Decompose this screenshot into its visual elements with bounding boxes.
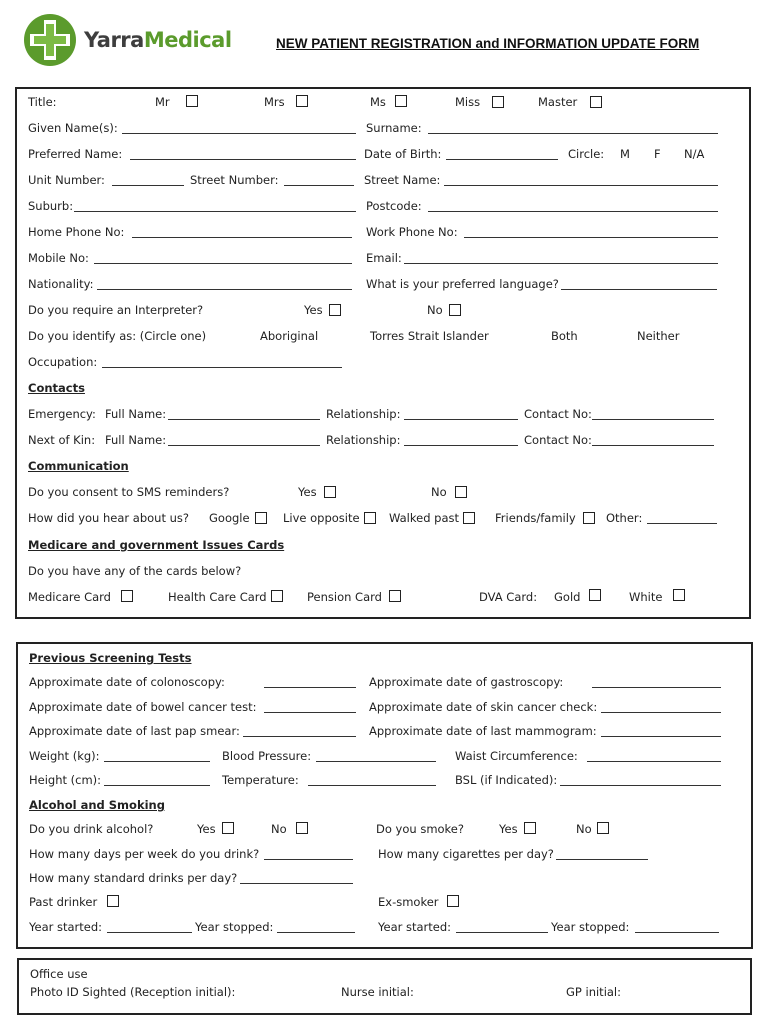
gastroscopy-field[interactable] (592, 675, 721, 688)
street-number-label: Street Number: (190, 173, 279, 187)
health-care-checkbox[interactable] (271, 590, 283, 602)
miss-checkbox[interactable] (492, 96, 504, 108)
identify-label: Do you identify as: (Circle one) (28, 329, 207, 343)
unit-number-label: Unit Number: (28, 173, 105, 187)
home-phone-label: Home Phone No: (28, 225, 125, 239)
medicare-label: Medicare Card (28, 590, 111, 604)
master-checkbox[interactable] (590, 96, 602, 108)
dob-label: Date of Birth: (364, 147, 442, 161)
mr-label: Mr (155, 95, 170, 109)
drink-year-started-label: Year started: (29, 920, 103, 934)
drink-year-stopped-field[interactable] (277, 920, 355, 933)
waist-field[interactable] (587, 749, 721, 762)
nok-relationship-field[interactable] (404, 433, 518, 446)
nok-relationship-label: Relationship: (326, 433, 401, 447)
communication-heading: Communication (28, 459, 129, 473)
google-checkbox[interactable] (255, 512, 267, 524)
cigarettes-field[interactable] (556, 847, 648, 860)
smoke-no-checkbox[interactable] (597, 822, 609, 834)
gender-m[interactable]: M (620, 147, 630, 161)
brand-yarra: Yarra (84, 28, 144, 52)
bowel-label: Approximate date of bowel cancer test: (29, 700, 257, 714)
google-label: Google (209, 511, 250, 525)
drink-yes-label: Yes (197, 822, 216, 836)
sms-label: Do you consent to SMS reminders? (28, 485, 230, 499)
standard-label: How many standard drinks per day? (29, 871, 238, 885)
skin-field[interactable] (601, 700, 721, 713)
given-names-label: Given Name(s): (28, 121, 118, 135)
mrs-label: Mrs (264, 95, 285, 109)
circle-label: Circle: (568, 147, 605, 161)
drink-no-checkbox[interactable] (296, 822, 308, 834)
smoke-year-started-field[interactable] (456, 920, 548, 933)
pap-field[interactable] (243, 724, 356, 737)
cards-question: Do you have any of the cards below? (28, 564, 242, 578)
identify-aboriginal[interactable]: Aboriginal (260, 329, 319, 343)
other-field[interactable] (647, 511, 717, 524)
preferred-name-field[interactable] (130, 147, 356, 160)
yarra-medical-logo-icon (22, 12, 78, 68)
standard-field[interactable] (240, 871, 353, 884)
nok-full-name-field[interactable] (168, 433, 320, 446)
emergency-relationship-field[interactable] (404, 407, 518, 420)
preferred-name-label: Preferred Name: (28, 147, 123, 161)
street-name-label: Street Name: (364, 173, 441, 187)
mrs-checkbox[interactable] (296, 95, 308, 107)
photo-id-label: Photo ID Sighted (Reception initial): (30, 985, 236, 999)
gender-f[interactable]: F (654, 147, 661, 161)
street-number-field[interactable] (284, 173, 354, 186)
nurse-initial-label: Nurse initial: (341, 985, 414, 999)
screening-heading: Previous Screening Tests (29, 651, 192, 665)
identify-both[interactable]: Both (551, 329, 578, 343)
sms-yes-label: Yes (298, 485, 317, 499)
friends-label: Friends/family (495, 511, 576, 525)
contacts-heading: Contacts (28, 381, 85, 395)
temperature-field[interactable] (308, 773, 436, 786)
title-label: Title: (28, 95, 57, 109)
mr-checkbox[interactable] (186, 95, 198, 107)
work-phone-label: Work Phone No: (366, 225, 458, 239)
sms-no-label: No (431, 485, 447, 499)
pref-language-label: What is your preferred language? (366, 277, 559, 291)
master-label: Master (538, 95, 578, 109)
postcode-label: Postcode: (366, 199, 422, 213)
pref-language-field[interactable] (561, 277, 717, 290)
gp-initial-label: GP initial: (566, 985, 622, 999)
form-title: NEW PATIENT REGISTRATION and INFORMATION UPDATE FORM (276, 36, 700, 51)
drink-yes-checkbox[interactable] (222, 822, 234, 834)
pap-label: Approximate date of last pap smear: (29, 724, 240, 738)
work-phone-field[interactable] (464, 225, 718, 238)
miss-label: Miss (455, 95, 481, 109)
white-checkbox[interactable] (673, 589, 685, 601)
emergency-contact-field[interactable] (592, 407, 714, 420)
medicare-checkbox[interactable] (121, 590, 133, 602)
gastroscopy-label: Approximate date of gastroscopy: (369, 675, 564, 689)
email-label: Email: (366, 251, 402, 265)
past-drinker-label: Past drinker (29, 895, 98, 909)
smoke-year-stopped-label: Year stopped: (551, 920, 630, 934)
interpreter-label: Do you require an Interpreter? (28, 303, 204, 317)
interpreter-yes-checkbox[interactable] (329, 304, 341, 316)
height-label: Height (cm): (29, 773, 102, 787)
colonoscopy-field[interactable] (264, 675, 356, 688)
white-label: White (629, 590, 663, 604)
temperature-label: Temperature: (222, 773, 299, 787)
gender-na[interactable]: N/A (684, 147, 705, 161)
days-label: How many days per week do you drink? (29, 847, 260, 861)
ex-smoker-label: Ex-smoker (378, 895, 439, 909)
hear-label: How did you hear about us? (28, 511, 189, 525)
suburb-field[interactable] (74, 199, 356, 212)
bowel-field[interactable] (264, 700, 356, 713)
nok-full-name-label: Full Name: (105, 433, 167, 447)
occupation-label: Occupation: (28, 355, 98, 369)
identify-neither[interactable]: Neither (637, 329, 680, 343)
past-drinker-checkbox[interactable] (107, 895, 119, 907)
health-care-label: Health Care Card (168, 590, 267, 604)
drink-label: Do you drink alcohol? (29, 822, 154, 836)
unit-number-field[interactable] (112, 173, 184, 186)
cards-heading: Medicare and government Issues Cards (28, 538, 285, 552)
surname-field[interactable] (428, 121, 718, 134)
identify-torres[interactable]: Torres Strait Islander (370, 329, 489, 343)
next-of-kin-label: Next of Kin: (28, 433, 96, 447)
brand-medical: Medical (143, 28, 232, 52)
nationality-field[interactable] (97, 277, 352, 290)
ms-checkbox[interactable] (395, 95, 407, 107)
drink-no-label: No (271, 822, 287, 836)
ms-label: Ms (370, 95, 386, 109)
dva-label: DVA Card: (479, 590, 538, 604)
cigarettes-label: How many cigarettes per day? (378, 847, 554, 861)
office-use-heading: Office use (30, 967, 88, 981)
sms-no-checkbox[interactable] (455, 486, 467, 498)
mammogram-label: Approximate date of last mammogram: (369, 724, 597, 738)
walked-past-checkbox[interactable] (463, 512, 475, 524)
pension-label: Pension Card (307, 590, 382, 604)
walked-past-label: Walked past (389, 511, 460, 525)
interpreter-no-checkbox[interactable] (449, 304, 461, 316)
mammogram-field[interactable] (601, 724, 721, 737)
given-names-field[interactable] (122, 121, 356, 134)
alcohol-heading: Alcohol and Smoking (29, 798, 165, 812)
emergency-label: Emergency: (28, 407, 96, 421)
smoke-yes-checkbox[interactable] (524, 822, 536, 834)
live-opposite-label: Live opposite (283, 511, 360, 525)
home-phone-field[interactable] (132, 225, 352, 238)
live-opposite-checkbox[interactable] (364, 512, 376, 524)
emergency-full-name-field[interactable] (168, 407, 320, 420)
ex-smoker-checkbox[interactable] (447, 895, 459, 907)
skin-label: Approximate date of skin cancer check: (369, 700, 598, 714)
bsl-field[interactable] (560, 773, 721, 786)
emergency-full-name-label: Full Name: (105, 407, 167, 421)
waist-label: Waist Circumference: (455, 749, 578, 763)
brand-name (84, 28, 232, 52)
bsl-label: BSL (if Indicated): (455, 773, 558, 787)
email-field[interactable] (404, 251, 718, 264)
interpreter-no-label: No (427, 303, 443, 317)
colonoscopy-label: Approximate date of colonoscopy: (29, 675, 225, 689)
smoke-yes-label: Yes (499, 822, 518, 836)
bp-label: Blood Pressure: (222, 749, 312, 763)
suburb-label: Suburb: (28, 199, 74, 213)
occupation-field[interactable] (102, 355, 342, 368)
bp-field[interactable] (316, 749, 436, 762)
drink-year-started-field[interactable] (107, 920, 192, 933)
pension-checkbox[interactable] (389, 590, 401, 602)
smoke-no-label: No (576, 822, 592, 836)
nok-contact-label: Contact No: (524, 433, 592, 447)
smoke-year-stopped-field[interactable] (635, 920, 719, 933)
postcode-field[interactable] (428, 199, 718, 212)
emergency-relationship-label: Relationship: (326, 407, 401, 421)
days-field[interactable] (264, 847, 353, 860)
gold-checkbox[interactable] (589, 589, 601, 601)
mobile-field[interactable] (94, 251, 352, 264)
gold-label: Gold (554, 590, 581, 604)
interpreter-yes-label: Yes (304, 303, 323, 317)
weight-label: Weight (kg): (29, 749, 100, 763)
height-field[interactable] (104, 773, 210, 786)
emergency-contact-label: Contact No: (524, 407, 592, 421)
surname-label: Surname: (366, 121, 422, 135)
sms-yes-checkbox[interactable] (324, 486, 336, 498)
smoke-year-started-label: Year started: (378, 920, 452, 934)
drink-year-stopped-label: Year stopped: (195, 920, 274, 934)
nok-contact-field[interactable] (592, 433, 714, 446)
other-label: Other: (606, 511, 643, 525)
weight-field[interactable] (104, 749, 210, 762)
nationality-label: Nationality: (28, 277, 94, 291)
friends-checkbox[interactable] (583, 512, 595, 524)
street-name-field[interactable] (444, 173, 718, 186)
dob-field[interactable] (446, 147, 558, 160)
mobile-label: Mobile No: (28, 251, 89, 265)
smoke-label: Do you smoke? (376, 822, 464, 836)
